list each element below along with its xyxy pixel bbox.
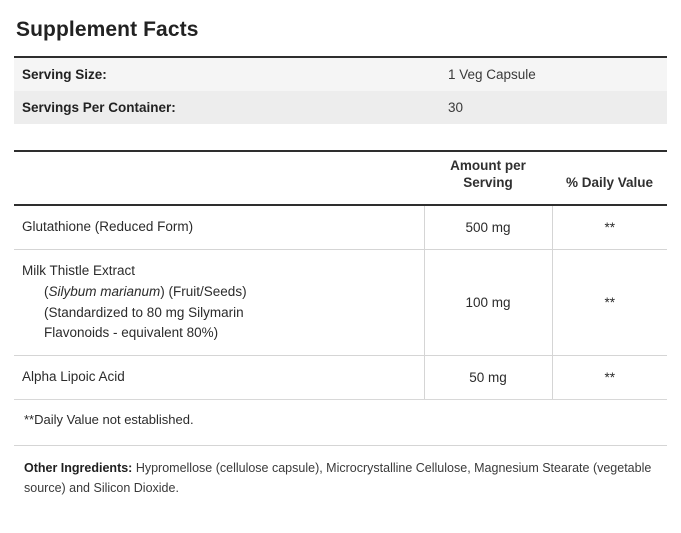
daily-value-footnote: **Daily Value not established. bbox=[24, 412, 194, 428]
serving-info-table bbox=[14, 58, 667, 124]
nutrient-name: Glutathione (Reduced Form) bbox=[14, 205, 424, 249]
servings-per-container-label: Servings Per Container: bbox=[22, 100, 176, 115]
nutrient-daily-value: ** bbox=[552, 205, 667, 249]
nutrient-name-line: (Standardized to 80 mg Silymarin bbox=[44, 304, 244, 320]
serving-size-label: Serving Size: bbox=[22, 67, 107, 82]
nutrient-name bbox=[14, 249, 424, 356]
spacer bbox=[14, 124, 667, 150]
nutrient-daily-value: ** bbox=[552, 249, 667, 356]
nutrient-name-line: (Silybum marianum) (Fruit/Seeds) bbox=[44, 283, 247, 299]
nutrient-table bbox=[14, 152, 667, 399]
nutrient-daily-value: ** bbox=[552, 356, 667, 399]
other-ingredients-text bbox=[24, 458, 659, 498]
table-row bbox=[14, 205, 667, 249]
page-title: Supplement Facts bbox=[16, 18, 199, 41]
nutrient-amount: 100 mg bbox=[424, 249, 552, 356]
other-ingredients-label: Other Ingredients: bbox=[24, 461, 133, 476]
nutrient-amount: 50 mg bbox=[424, 356, 552, 399]
amount-per-serving-header bbox=[424, 152, 552, 205]
servings-per-container-value: 30 bbox=[448, 100, 464, 115]
table-row bbox=[14, 58, 667, 91]
table-row bbox=[14, 249, 667, 356]
amount-header-line2: Serving bbox=[463, 174, 513, 190]
nutrient-table-header bbox=[14, 152, 667, 205]
daily-value-header: % Daily Value bbox=[565, 174, 654, 190]
nutrient-name: Alpha Lipoic Acid bbox=[14, 356, 424, 399]
other-ingredients-value: Hypromellose (cellulose capsule), Microcrystalline Cellulose, Magnesium Stearate (vegetable source) and Silicon Dioxide. bbox=[24, 461, 652, 496]
nutrient-name-header bbox=[14, 152, 424, 205]
amount-header-line1: Amount per bbox=[450, 158, 526, 173]
table-row bbox=[14, 91, 667, 124]
nutrient-name-line: Flavonoids - equivalent 80%) bbox=[44, 325, 219, 341]
other-ingredients-section bbox=[14, 445, 667, 508]
table-row bbox=[14, 356, 667, 399]
nutrient-amount: 500 mg bbox=[424, 205, 552, 249]
botanical-name: Silybum marianum bbox=[48, 283, 161, 299]
nutrient-name-line: Milk Thistle Extract bbox=[22, 262, 136, 278]
serving-size-value: 1 Veg Capsule bbox=[448, 67, 536, 82]
